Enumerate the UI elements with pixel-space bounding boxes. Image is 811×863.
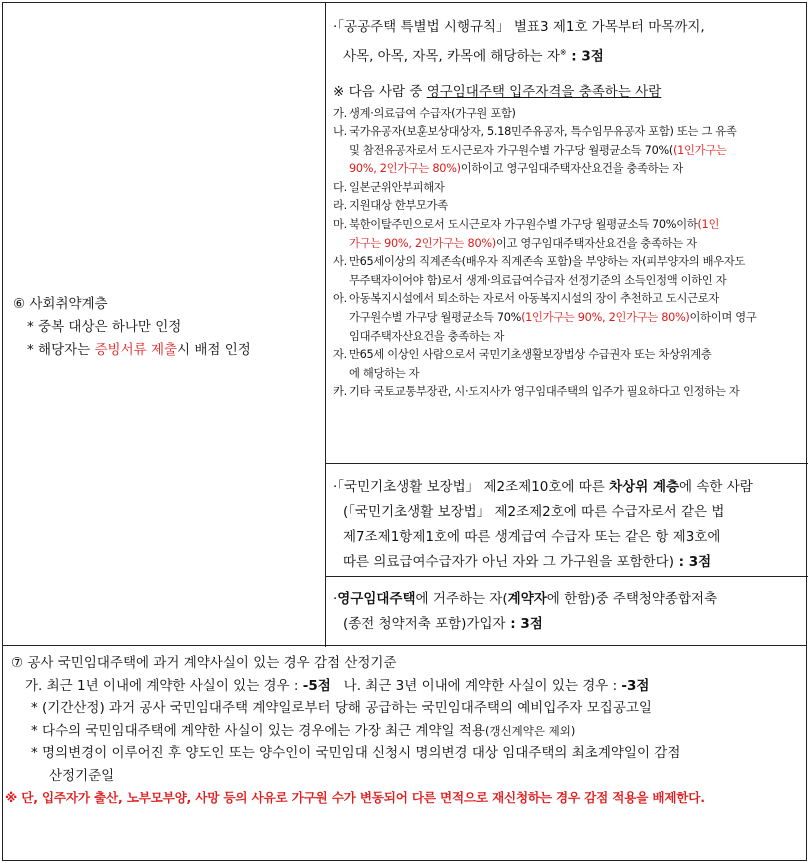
category-note-1: * 중복 대상은 하나만 인정: [27, 319, 182, 335]
list-item: 가. 생계·의료급여 수급자(가구원 포함): [333, 106, 516, 120]
criteria-document: [2, 2, 807, 861]
list-item: 자. 만65세 이상인 사람으로서 국민기초생활보장법상 수급권자 또는 차상위계층 에 해당하는 자: [333, 348, 712, 380]
deduction-note-3: * 명의변경이 이루어진 후 양도인 또는 양수인이 국민임대 신청시 명의변경 대상 임대주택의 최초계약일이 감점: [31, 745, 681, 761]
list-item: 사. 만65세이상의 직계존속(배우자 직계존속 포함)을 부양하는 자(피부양자의 배우자도 무주택자이어야 함)로서 생계·의료급여수급자 선정기준의 소득인정액 이하인 자: [333, 255, 746, 287]
section1-note: ※ 다음 사람 중 영구임대주택 입주자격을 충족하는 사람: [333, 83, 662, 100]
list-item: 카. 기타 국토교통부장관, 시·도지사가 영구임대주택의 입주가 필요하다고 인정하는 자: [333, 385, 740, 399]
deduction-note-2: * 다수의 국민임대주택에 계약한 사실이 있는 경우에는 가장 최근 계약일 적용(갱신계약은 제외): [31, 722, 576, 739]
criteria-section-3: ·영구임대주택에 거주하는 자(계약자에 한함)중 주택청약종합저축 (종전 청약저축 포함)가입자 : 3점: [333, 591, 718, 632]
row-divider-1: [325, 463, 808, 464]
list-item: 라. 지원대상 한부모가족: [333, 199, 448, 213]
section1-bullet: ·「공공주택 특별법 시행규칙」 별표3 제1호 가목부터 마목까지, 사목, 아목, 자목, 카목에 해당하는 자※ : 3점: [333, 19, 705, 65]
list-item: 아. 아동복지시설에서 퇴소하는 자로서 아동복지시설의 장이 추천하고 도시근로자 가구원수별 가구당 월평균소득 70%(1인가구는 90%, 2인가구는 80%)이하이며 영구 임대주택자산요건을 충족하는 자: [333, 292, 757, 343]
criteria-section-1: [333, 15, 803, 402]
category-title: ⑥ 사회취약계층: [13, 296, 108, 312]
list-item: 나. 국가유공자(보훈보상대상자, 5.18민주유공자, 특수임무유공자 포함) 또는 그 유족 및 참전유공자로서 도시근로자 가구원수별 가구당 월평균소득 70%((1인가구는 90%, 2인가구는 80%)이하이고 영구임대주택자산요건을 충족하는 자: [333, 125, 737, 176]
eligibility-list: [333, 105, 803, 403]
deduction-title: ⑦ 공사 국민임대주택에 과거 계약사실이 있는 경우 감점 산정기준: [11, 655, 397, 671]
deduction-note-1: * (기간산정) 과거 공사 국민임대주택 계약일로부터 당해 공급하는 국민임대주택의 예비입주자 모집공고일: [31, 700, 652, 716]
category-cell: [13, 293, 318, 362]
deduction-scores: 가. 최근 1년 이내에 계약한 사실이 있는 경우 : -5점 나. 최근 3년 이내에 계약한 사실이 있는 경우 : -3점: [25, 677, 650, 694]
exception-warning: ※ 단, 입주자가 출산, 노부모부양, 사망 등의 사유로 가구원 수가 변동되어 다른 면적으로 재신청하는 경우 감점 적용을 배제한다.: [5, 790, 705, 805]
column-divider: [325, 3, 326, 647]
criteria-section-2: ·「국민기초생활 보장법」 제2조제10호에 따른 차상위 계층에 속한 사람 (「국민기초생활 보장법」 제2조제2호에 따른 수급자로서 같은 법 제7조제1항제1호에 따른 생계급여 수급자 또는 같은 항 제3호에 따른 의료급여수급자가 아닌 자와 그 가구원을 포함한다) : 3점: [333, 479, 753, 570]
row-divider-2: [325, 576, 808, 577]
deduction-criteria: [2, 645, 807, 861]
list-item: 마. 북한이탈주민으로서 도시근로자 가구원수별 가구당 월평균소득 70%이하 (1인 가구는 90%, 2인가구는 80%)이고 영구임대주택자산요건을 충족하는 자: [333, 218, 720, 250]
category-note-2: * 해당자는 증빙서류 제출시 배점 인정: [27, 342, 251, 358]
deduction-note-3-cont: 산정기준일: [49, 767, 115, 784]
list-item: 다. 일본군위안부피해자: [333, 180, 445, 194]
criteria-table: [2, 2, 807, 646]
